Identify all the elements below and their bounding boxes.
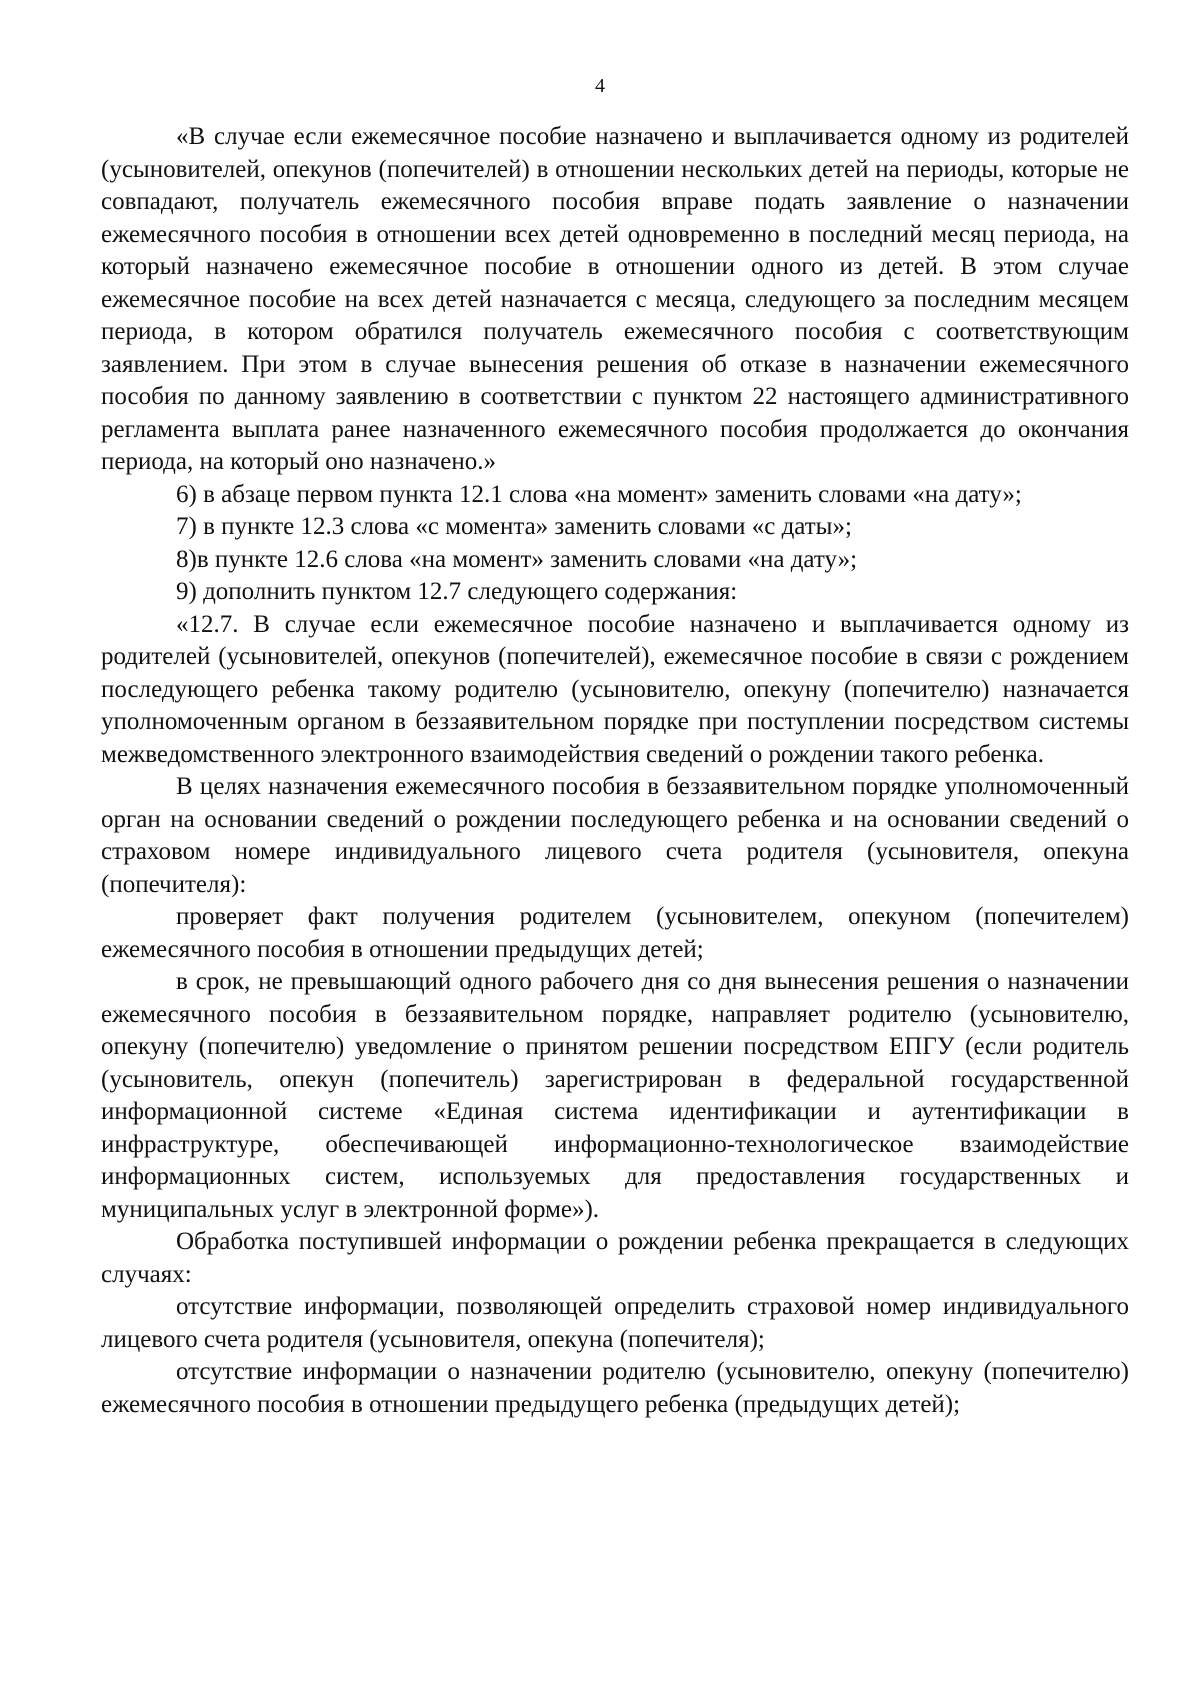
paragraph-item-9: 9) дополнить пунктом 12.7 следующего содержания:: [176, 578, 738, 605]
paragraph-case-no-benefit: отсутствие информации о назначении родителю (усыновителю, опекуну (попечителю) ежемесячного пособия в отношении предыдущего ребенка (предыдущих детей);: [101, 1358, 1129, 1418]
paragraph-purpose: В целях назначения ежемесячного пособия в беззаявительном порядке уполномоченный орган на основании сведений о рождении последующего ребенка и на основании сведений о страховом номере индивидуального лицевого счета родителя (усыновителя, опекуна (попечителя):: [101, 773, 1129, 898]
paragraph-processing-stop: Обработка поступившей информации о рождении ребенка прекращается в следующих случаях:: [101, 1228, 1129, 1288]
paragraph-clause-12-7: «12.7. В случае если ежемесячное пособие назначено и выплачивается одному из родителей (усыновителей, опекунов (попечителей), ежемесячное пособие в связи с рождением последующего ребенка такому родителю (усыновителю, опекуну (попечителю) назначается уполномоченным органом в беззаявительном порядке при поступлении посредством системы межведомственного электронного взаимодействия сведений о рождении такого ребенка.: [101, 610, 1129, 768]
paragraph-item-7: 7) в пункте 12.3 слова «с момента» заменить словами «с даты»;: [176, 513, 852, 540]
paragraph-notification: в срок, не превышающий одного рабочего дня со дня вынесения решения о назначении ежемесячного пособия в беззаявительном порядке, направляет родителю (усыновителю, опекуну (попечителю) уведомление о принятом решении посредством ЕПГУ (если родитель (усыновитель, опекун (попечитель) зарегистрирован в федеральной государственной информационной системе «Единая система идентификации и аутентификации в инфраструктуре, обеспечивающей информационно-технологическое взаимодействие информационных систем, используемых для предоставления государственных и муниципальных услуг в электронной форме»).: [101, 968, 1129, 1223]
document-body: [101, 121, 1129, 1421]
paragraph-item-8: 8)в пункте 12.6 слова «на момент» заменить словами «на дату»;: [176, 545, 858, 573]
page-number: 4: [595, 75, 605, 97]
paragraph-item-6: 6) в абзаце первом пункта 12.1 слова «на момент» заменить словами «на дату»;: [176, 480, 1022, 508]
paragraph-check-fact: проверяет факт получения родителем (усыновителем, опекуном (попечителем) ежемесячного пособия в отношении предыдущих детей;: [101, 903, 1129, 963]
paragraph-quoted-rule: «В случае если ежемесячное пособие назначено и выплачивается одному из родителей (усыновителей, опекунов (попечителей) в отношении нескольких детей на периоды, которые не совпадают, получатель ежемесячного пособия вправе подать заявление о назначении ежемесячного пособия в отношении всех детей одновременно в последний месяц периода, на который назначено ежемесячное пособие в отношении одного из детей. В этом случае ежемесячное пособие на всех детей назначается с месяца, следующего за последним месяцем периода, в котором обратился получатель ежемесячного пособия с соответствующим заявлением. При этом в случае вынесения решения об отказе в назначении ежемесячного пособия по данному заявлению в соответствии с пунктом 22 настоящего административного регламента выплата ранее назначенного ежемесячного пособия продолжается до окончания периода, на который оно назначено.»: [101, 123, 1129, 475]
paragraph-case-no-snils: отсутствие информации, позволяющей определить страховой номер индивидуального лицевого счета родителя (усыновителя, опекуна (попечителя);: [101, 1293, 1129, 1353]
